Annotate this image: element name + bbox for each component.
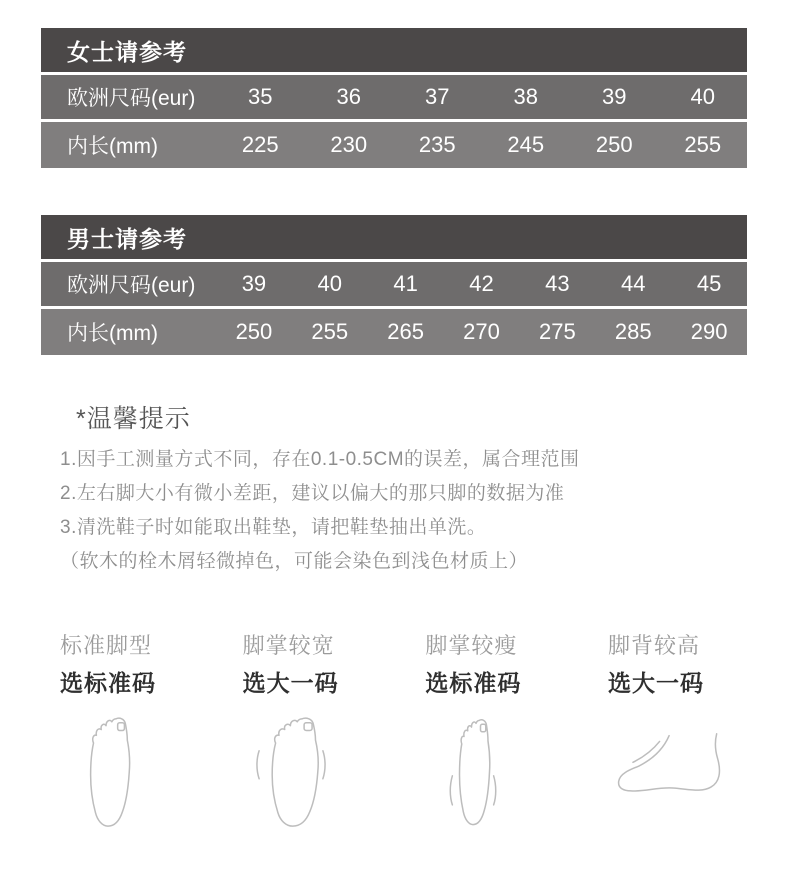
tips-section bbox=[60, 399, 790, 579]
foot-advice-label: 选标准码 bbox=[60, 670, 156, 696]
men-length-row bbox=[41, 309, 747, 355]
men-length-cell: 255 bbox=[311, 319, 349, 344]
women-size-cell: 39 bbox=[602, 84, 627, 109]
men-size-cell: 44 bbox=[620, 271, 646, 296]
women-length-cell: 230 bbox=[330, 132, 368, 157]
foot-advice-label: 选标准码 bbox=[425, 670, 522, 696]
foot-advice-label: 选大一码 bbox=[242, 670, 339, 696]
foot-high-instep-icon bbox=[608, 716, 734, 836]
foot-type-label: 标准脚型 bbox=[60, 633, 153, 658]
men-length-cell: 270 bbox=[463, 319, 500, 344]
men-length-row-label: 内长(mm) bbox=[67, 322, 158, 345]
foot-column-high-instep bbox=[608, 629, 734, 836]
tip-line-3: 3.清洗鞋子时如能取出鞋垫，请把鞋垫抽出单洗。 bbox=[60, 517, 487, 538]
women-length-cell: 235 bbox=[418, 132, 456, 157]
women-size-cell: 37 bbox=[425, 84, 450, 109]
foot-advice-label: 选大一码 bbox=[607, 670, 704, 696]
men-size-cell: 39 bbox=[241, 271, 267, 296]
men-length-cell: 250 bbox=[235, 319, 273, 344]
women-table-title: 女士请参考 bbox=[41, 28, 747, 72]
tip-line-2: 2.左右脚大小有微小差距，建议以偏大的那只脚的数据为准 bbox=[60, 483, 565, 504]
women-length-cell: 225 bbox=[241, 132, 279, 157]
men-size-row bbox=[41, 262, 747, 306]
foot-standard-icon bbox=[60, 716, 156, 836]
women-size-row-label: 欧洲尺码(eur) bbox=[67, 87, 196, 110]
men-size-table bbox=[41, 215, 747, 355]
women-length-cell: 250 bbox=[595, 132, 633, 157]
foot-type-label: 脚掌较宽 bbox=[242, 633, 335, 658]
men-size-cell: 40 bbox=[317, 271, 343, 296]
women-length-row-label: 内长(mm) bbox=[67, 135, 158, 158]
men-length-cell: 275 bbox=[539, 319, 576, 344]
foot-type-label: 脚背较高 bbox=[607, 633, 700, 658]
women-size-cell: 35 bbox=[248, 84, 273, 109]
foot-narrow-icon bbox=[425, 716, 521, 836]
foot-type-label: 脚掌较瘦 bbox=[425, 633, 518, 658]
foot-column-narrow bbox=[425, 629, 521, 836]
women-size-row bbox=[41, 75, 747, 119]
men-size-cell: 43 bbox=[545, 271, 570, 296]
women-length-row bbox=[41, 122, 747, 168]
foot-column-wide bbox=[243, 629, 339, 836]
tips-title: *温馨提示 bbox=[76, 405, 191, 433]
tip-line-4: （软木的栓木屑轻微掉色，可能会染色到浅色材质上） bbox=[60, 551, 529, 572]
men-length-cell: 285 bbox=[614, 319, 652, 344]
foot-column-standard bbox=[60, 629, 156, 836]
foot-type-guide bbox=[0, 629, 790, 836]
men-size-cell: 45 bbox=[696, 271, 722, 296]
men-size-row-label: 欧洲尺码(eur) bbox=[67, 274, 196, 297]
men-table-title: 男士请参考 bbox=[41, 215, 747, 259]
women-size-cell: 36 bbox=[336, 84, 361, 109]
women-length-cell: 255 bbox=[684, 132, 722, 157]
women-size-cell: 38 bbox=[513, 84, 538, 109]
tips-lines bbox=[60, 443, 790, 579]
men-length-cell: 265 bbox=[387, 319, 424, 344]
tip-line-1: 1.因手工测量方式不同，存在0.1-0.5CM的误差，属合理范围 bbox=[60, 449, 580, 470]
men-length-cell: 290 bbox=[690, 319, 728, 344]
men-size-cell: 41 bbox=[393, 271, 418, 296]
women-length-cell: 245 bbox=[507, 132, 545, 157]
women-size-cell: 40 bbox=[690, 84, 715, 109]
foot-wide-icon bbox=[243, 716, 339, 836]
women-size-table bbox=[41, 28, 747, 168]
men-size-cell: 42 bbox=[469, 271, 494, 296]
